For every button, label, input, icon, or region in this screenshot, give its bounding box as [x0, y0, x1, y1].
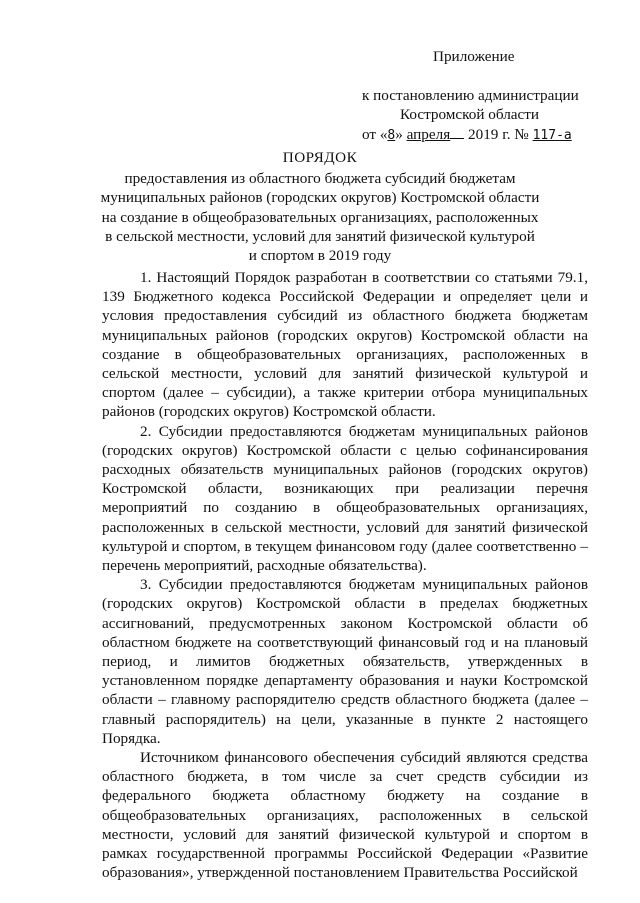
date-prefix: от «: [362, 126, 388, 144]
date-day: 8: [387, 128, 396, 144]
title-line: муниципальных районов (городских округов) Костромской области: [100, 189, 540, 207]
title-line: предоставления из областного бюджета субсидий бюджетам: [124, 170, 516, 188]
document-body: [102, 268, 588, 883]
decree-reference: [362, 86, 612, 146]
paragraph-3: 3. Субсидии предоставляются бюджетам муниципальных районов (городских округов) Костромской области в пределах бюджетных ассигнований, предусмотренных законом Костромской области об областном бюджете на соответствующий финансовый год и на плановый период, и лимитов бюджетных обязательств, утвержденных в установленном порядке департаменту образования и науки Костромской области – главному распорядителю средств областного бюджета (далее – главный распорядитель) на цели, указанные в пункте 2 настоящего Порядка.: [102, 576, 588, 747]
date-close-quote: »: [395, 126, 403, 144]
decree-line-1: к постановлению администрации: [362, 87, 579, 104]
decree-line-2: Костромской области: [400, 106, 540, 124]
document-title: [90, 148, 550, 265]
document-number: 117-а: [532, 128, 572, 144]
title-line: и спортом в 2019 году: [248, 247, 392, 265]
date-year: 2019 г. №: [464, 126, 533, 144]
paragraph-2: 2. Субсидии предоставляются бюджетам муниципальных районов (городских округов) Костромской области с целью софинансирования расходных обязательств муниципальных районов (городских округов) Костромской области, возникающих при реализации перечня мероприятий по созданию в общеобразовательных организациях, расположенных в сельской местности, условий для занятий физической культурой и спортом, в текущем финансовом году (далее соответственно – перечень мероприятий, расходные обязательства).: [102, 422, 588, 575]
annex-label: Приложение: [433, 48, 515, 65]
title-line: на создание в общеобразовательных организациях, расположенных: [101, 208, 539, 226]
date-month: апреля: [406, 126, 451, 144]
decree-date-line: [362, 124, 612, 145]
title-line: в сельской местности, условий для занятий физической культурой: [105, 227, 535, 245]
title-main: ПОРЯДОК: [282, 149, 358, 166]
paragraph-1: 1. Настоящий Порядок разработан в соответствии со статьями 79.1, 139 Бюджетного кодекса Российской Федерации и определяет цели и условия предоставления субсидий из областного бюджета бюджетам муниципальных районов (городских округов) Костромской области на создание в общеобразовательных организациях, расположенных в сельской местности, условий для занятий физической культурой и спортом (далее – субсидии), а также критерии отбора муниципальных районов (городских округов) Костромской области.: [102, 269, 588, 421]
paragraph-4: Источником финансового обеспечения субсидий являются средства областного бюджета, в том числе за счет средств субсидии из федерального бюджета областному бюджету на создание в общеобразовательных организациях, расположенных в сельской местности, условий для занятий физической культурой и спортом в рамках государственной программы Российской Федерации «Развитие образования», утвержденной постановлением Правительства Российской: [102, 749, 588, 882]
month-blank: [450, 124, 464, 139]
